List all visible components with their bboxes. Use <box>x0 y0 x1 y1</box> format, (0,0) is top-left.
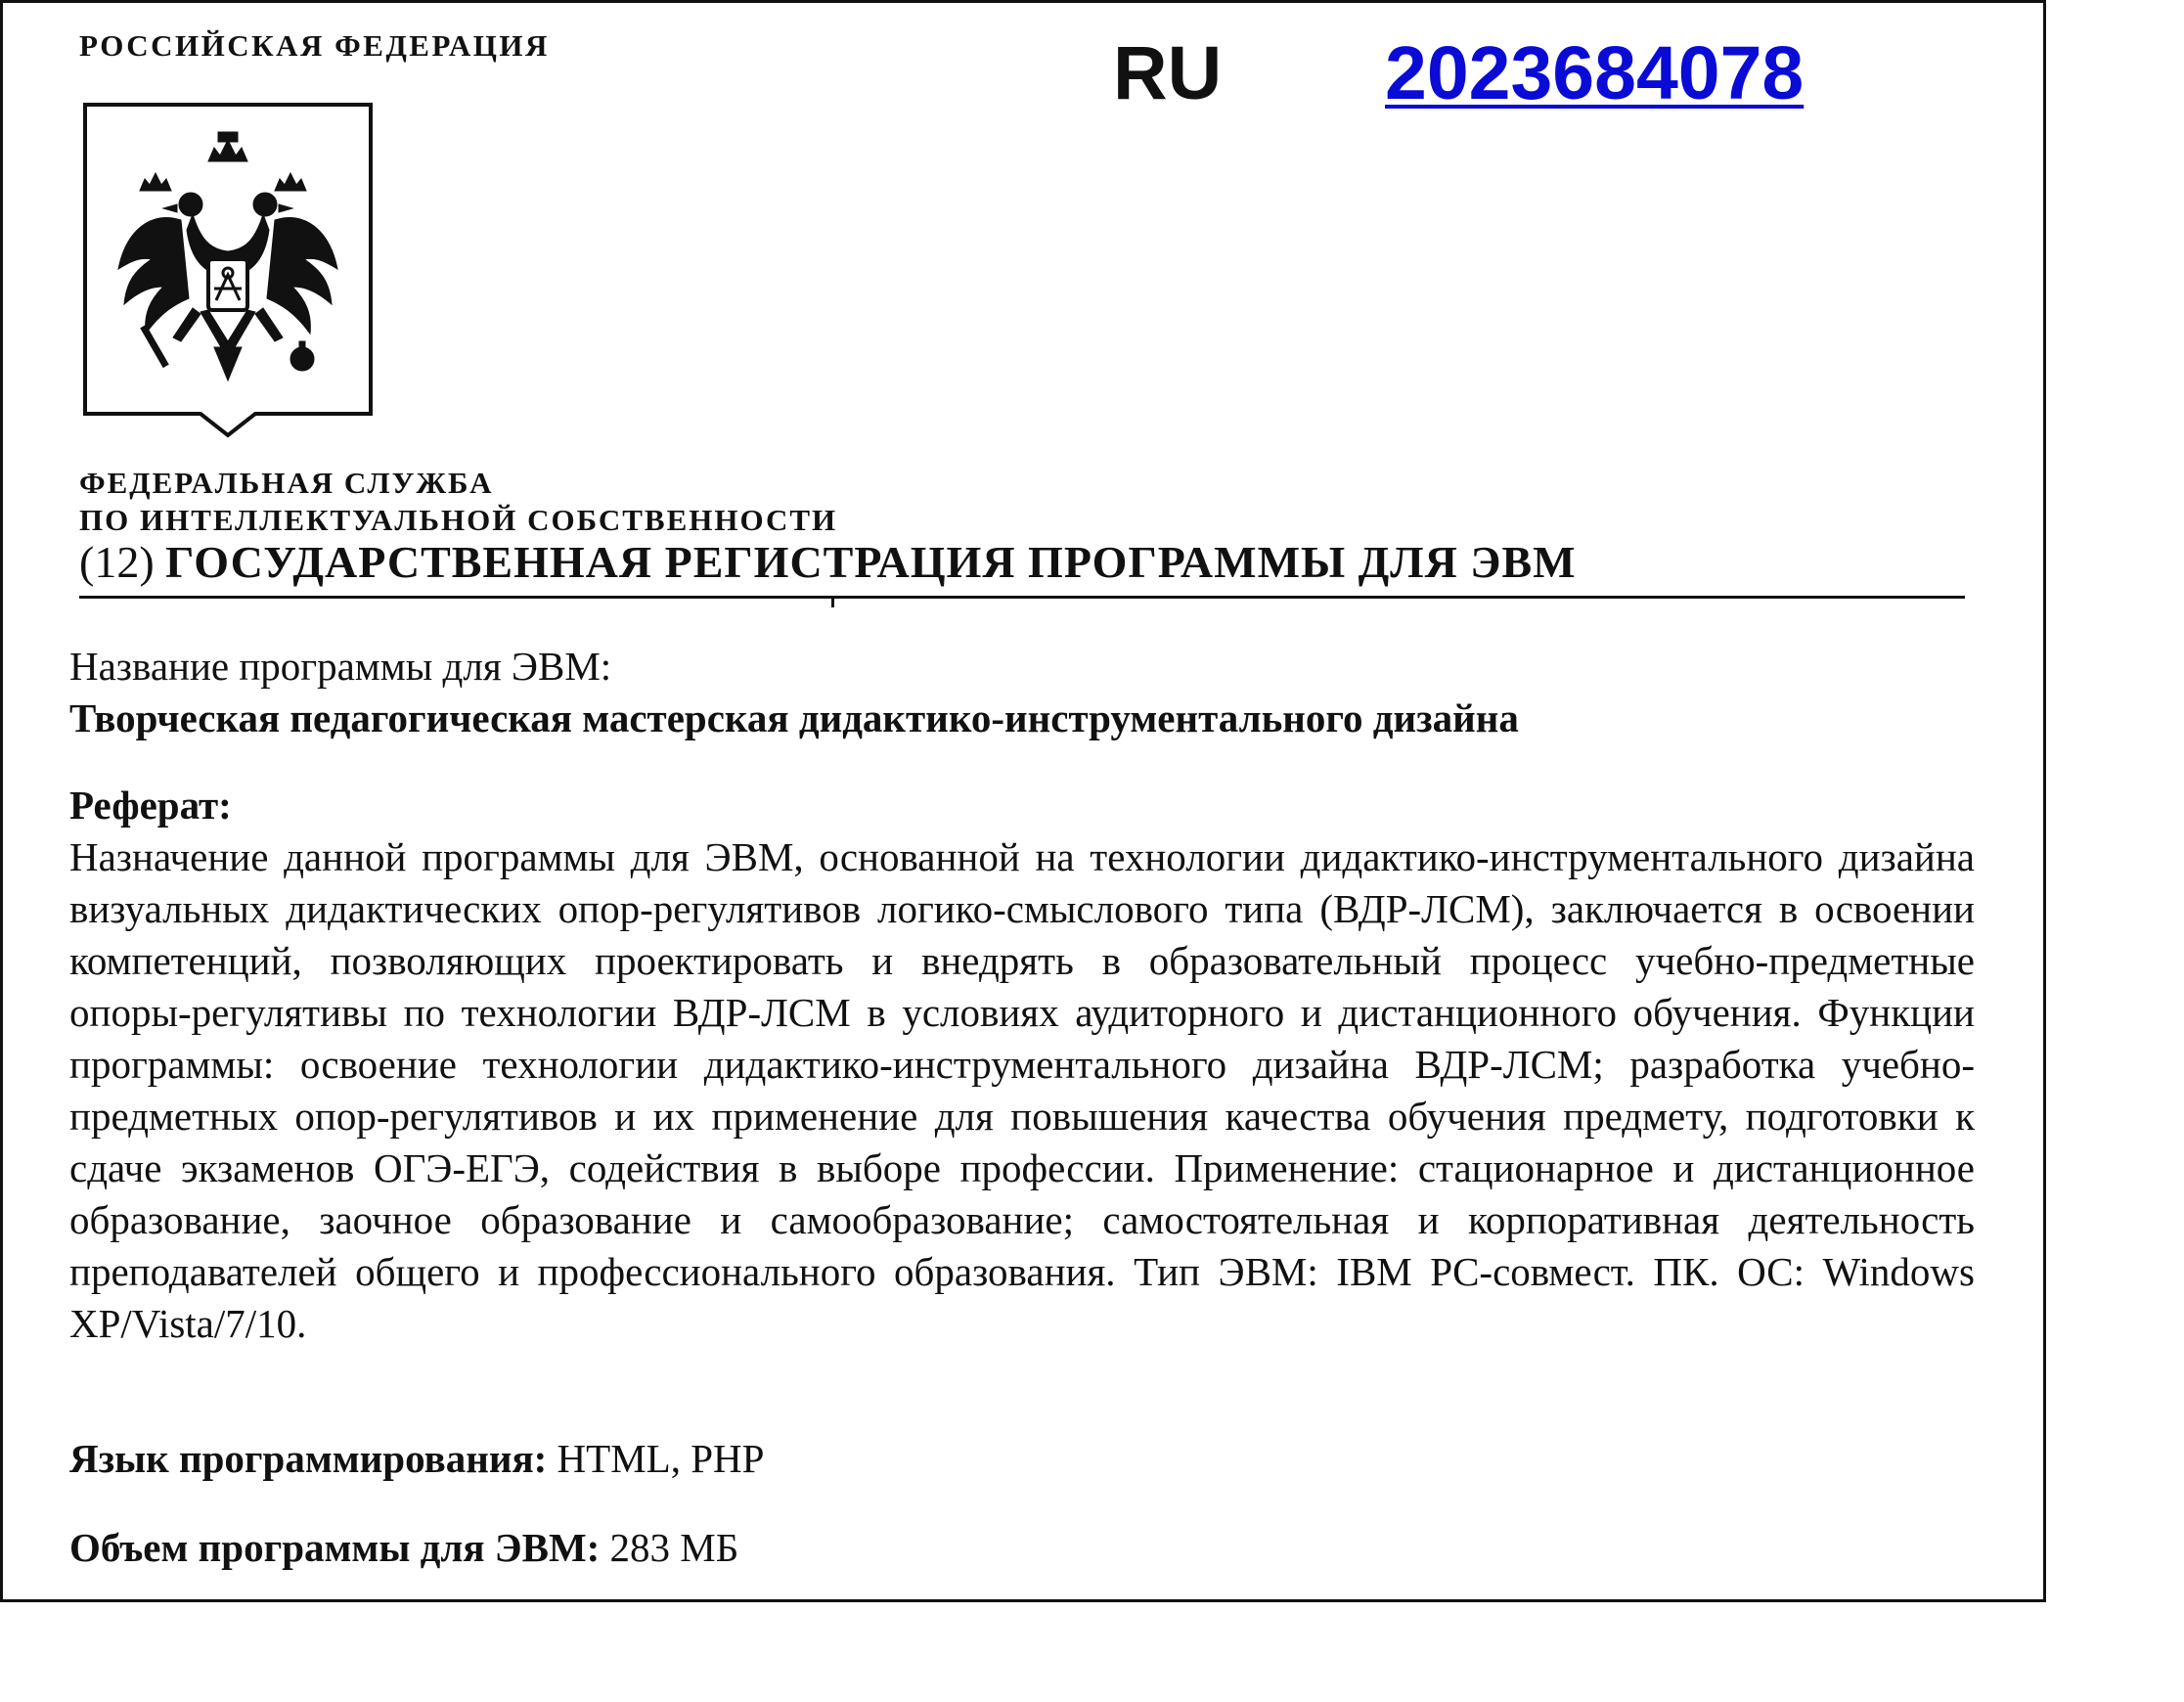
programming-language-value: HTML, PHP <box>547 1436 765 1481</box>
document-code: (12) <box>79 537 155 587</box>
registration-heading <box>79 536 1577 589</box>
program-name: Творческая педагогическая мастерская дидактико-инструментального дизайна <box>69 695 1519 740</box>
program-name-label: Название программы для ЭВМ: <box>69 644 612 689</box>
program-volume-value: 283 МБ <box>600 1525 739 1570</box>
patent-number-link[interactable]: 2023684078 <box>1385 31 1805 115</box>
russian-coat-of-arms-icon <box>83 103 373 439</box>
program-volume <box>69 1522 1975 1574</box>
header-divider-tick <box>831 596 834 607</box>
programming-language <box>69 1433 1975 1485</box>
program-volume-label: Объем программы для ЭВМ: <box>69 1525 601 1570</box>
abstract-text: Назначение данной программы для ЭВМ, основанной на технологии дидактико-инструментального дизайна визуальных дидактических опор-регулятивов логико-смыслового типа (ВДР-ЛСМ), заключается в освоении компетенций, позволяющих проектировать и внедрять в образовательный процесс учебно-предметные опоры-регулятивы по технологии ВДР-ЛСМ в условиях аудиторного и дистанционного обучения. Функции программы: освоение технологии дидактико-инструментального дизайна ВДР-ЛСМ; разработка учебно-предметных опор-регулятивов и их применение для повышения качества обучения предмету, подготовки к сдаче экзаменов ОГЭ-ЕГЭ, содействия в выборе профессии. Применение: стационарное и дистанционное образование, заочное образование и самообразование; самостоятельная и корпоративная деятельность преподавателей общего и профессионального образования. Тип ЭВМ: IBM PC-совмест. ПК. ОС: Windows XP/Vista/7/10. <box>69 834 1975 1346</box>
country-code: RU <box>1113 31 1223 115</box>
registration-title: ГОСУДАРСТВЕННАЯ РЕГИСТРАЦИЯ ПРОГРАММЫ ДЛЯ ЭВМ <box>165 537 1577 587</box>
agency-line-1: ФЕДЕРАЛЬНАЯ СЛУЖБА <box>79 466 494 500</box>
abstract-label: Реферат: <box>69 783 232 828</box>
agency-line-2: ПО ИНТЕЛЛЕКТУАЛЬНОЙ СОБСТВЕННОСТИ <box>79 503 838 537</box>
header-divider <box>79 596 1965 599</box>
country-name: РОССИЙСКАЯ ФЕДЕРАЦИЯ <box>79 28 550 63</box>
agency-name <box>79 465 837 539</box>
programming-language-label: Язык программирования: <box>69 1436 548 1481</box>
